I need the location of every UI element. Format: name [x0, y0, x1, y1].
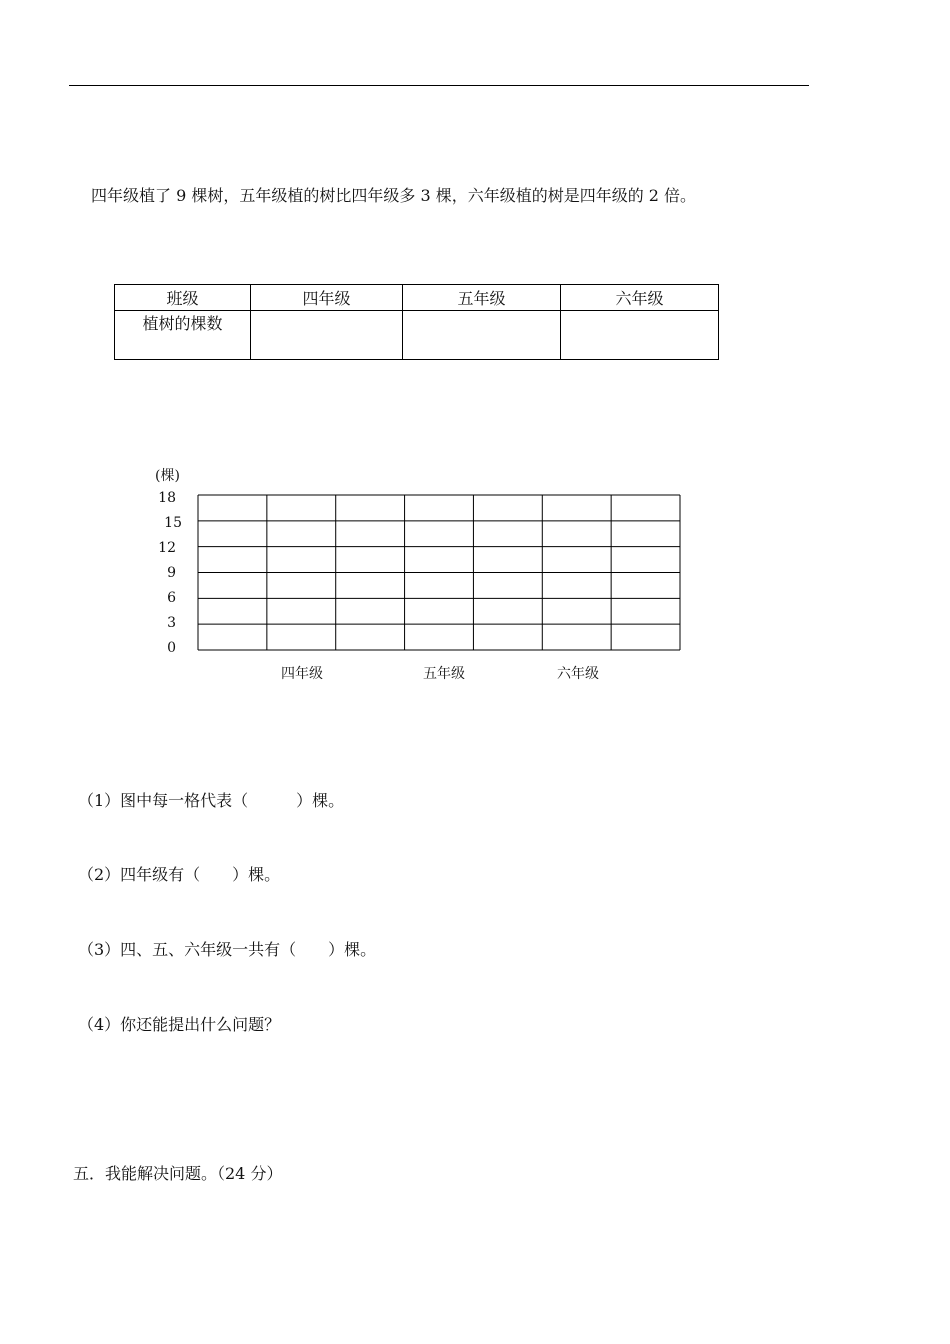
table-header-grade5: 五年级 [403, 285, 561, 311]
y-axis-unit-label: (棵) [155, 468, 180, 484]
answer-cell-grade5[interactable] [403, 311, 561, 360]
bar-chart-grid[interactable] [196, 493, 682, 653]
answer-cell-grade4[interactable] [251, 311, 403, 360]
x-category-label: 四年级 [281, 666, 323, 682]
problem-statement: 四年级植了 9 棵树，五年级植的树比四年级多 3 棵，六年级植的树是四年级的 2 倍。 [91, 186, 697, 205]
top-rule [69, 85, 809, 86]
x-category-label: 五年级 [423, 666, 465, 682]
y-tick-label: 15 [164, 515, 182, 531]
table-header-grade4: 四年级 [251, 285, 403, 311]
grid-lines [198, 495, 680, 650]
y-tick-label: 0 [167, 640, 176, 656]
y-tick-label: 6 [167, 590, 176, 606]
y-tick-label: 18 [158, 490, 176, 506]
section-heading: 五．我能解决问题。（24 分） [73, 1164, 283, 1183]
y-tick-label: 9 [167, 565, 176, 581]
table-row-label: 植树的棵数 [115, 311, 251, 360]
y-tick-label: 12 [158, 540, 176, 556]
tree-count-table [114, 284, 719, 360]
answer-cell-grade6[interactable] [561, 311, 719, 360]
question-4: （4）你还能提出什么问题？ [78, 1015, 281, 1034]
question-2: （2）四年级有（ ）棵。 [78, 865, 281, 884]
table-header-grade6: 六年级 [561, 285, 719, 311]
y-tick-label: 3 [167, 615, 176, 631]
question-1: （1）图中每一格代表（ ）棵。 [78, 791, 345, 810]
table-header-class: 班级 [115, 285, 251, 311]
question-3: （3）四、五、六年级一共有（ ）棵。 [78, 940, 377, 959]
x-category-label: 六年级 [557, 666, 599, 682]
